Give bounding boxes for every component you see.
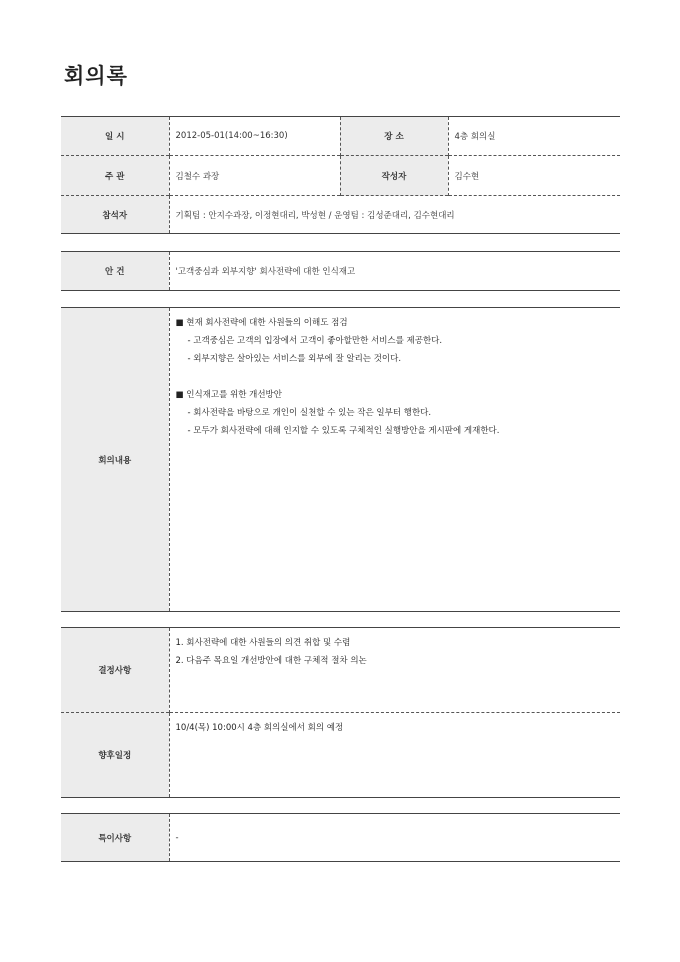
decisions-label: 결정사항	[61, 628, 169, 713]
notes-label: 특이사항	[61, 814, 169, 862]
agenda-value: '고객중심과 외부지향' 회사전략에 대한 인식재고	[175, 267, 356, 277]
date-label: 일 시	[61, 117, 169, 156]
place-value: 4층 회의실	[454, 132, 496, 142]
host-label: 주 관	[61, 156, 169, 196]
agenda-label: 안 건	[61, 252, 169, 291]
section2-title: ■ 인식재고를 위한 개선방안	[175, 390, 282, 400]
section1-item: - 외부지향은 살아있는 서비스를 외부에 잘 알리는 것이다.	[187, 354, 402, 364]
notes-value: -	[175, 832, 179, 843]
decision-item: 1. 회사전략에 대한 사원들의 의견 취합 및 수렴	[175, 638, 351, 648]
content-table	[61, 307, 620, 612]
section1-title: ■ 현재 회사전략에 대한 사원들의 이해도 점검	[175, 318, 348, 328]
content-body	[169, 308, 620, 612]
attendees-value: 기획팀 : 안지수과장, 이정현대리, 박성현 / 운영팀 : 김성준대리, 김수현대리	[175, 210, 455, 221]
section1-item: - 고객중심은 고객의 입장에서 고객이 좋아할만한 서비스를 제공한다.	[187, 336, 443, 346]
schedule-value: 10/4(목) 10:00시 4층 회의실에서 회의 예정	[175, 723, 344, 733]
decisions-table	[61, 627, 620, 798]
decision-item: 2. 다음주 목요일 개선방안에 대한 구체적 절차 의논	[175, 656, 367, 666]
info-table	[61, 116, 620, 234]
host-value: 김철수 과장	[175, 171, 220, 182]
date-value: 2012-05-01(14:00~16:30)	[175, 131, 288, 141]
content-label: 회의내용	[61, 308, 169, 612]
writer-value: 김수현	[454, 171, 480, 182]
section2-item: - 모두가 회사전략에 대해 인지할 수 있도록 구체적인 실행방안을 게시판에 게재한다.	[187, 426, 500, 436]
writer-label: 작성자	[340, 156, 448, 196]
place-label: 장 소	[340, 117, 448, 156]
section2-item: - 회사전략을 바탕으로 개인이 실천할 수 있는 작은 일부터 행한다.	[187, 408, 432, 418]
attendees-label: 참석자	[61, 196, 169, 234]
schedule-label: 향후일정	[61, 713, 169, 798]
agenda-table	[61, 251, 620, 291]
decisions-body	[169, 628, 620, 713]
document-title: 회의록	[64, 64, 128, 88]
notes-table	[61, 813, 620, 862]
